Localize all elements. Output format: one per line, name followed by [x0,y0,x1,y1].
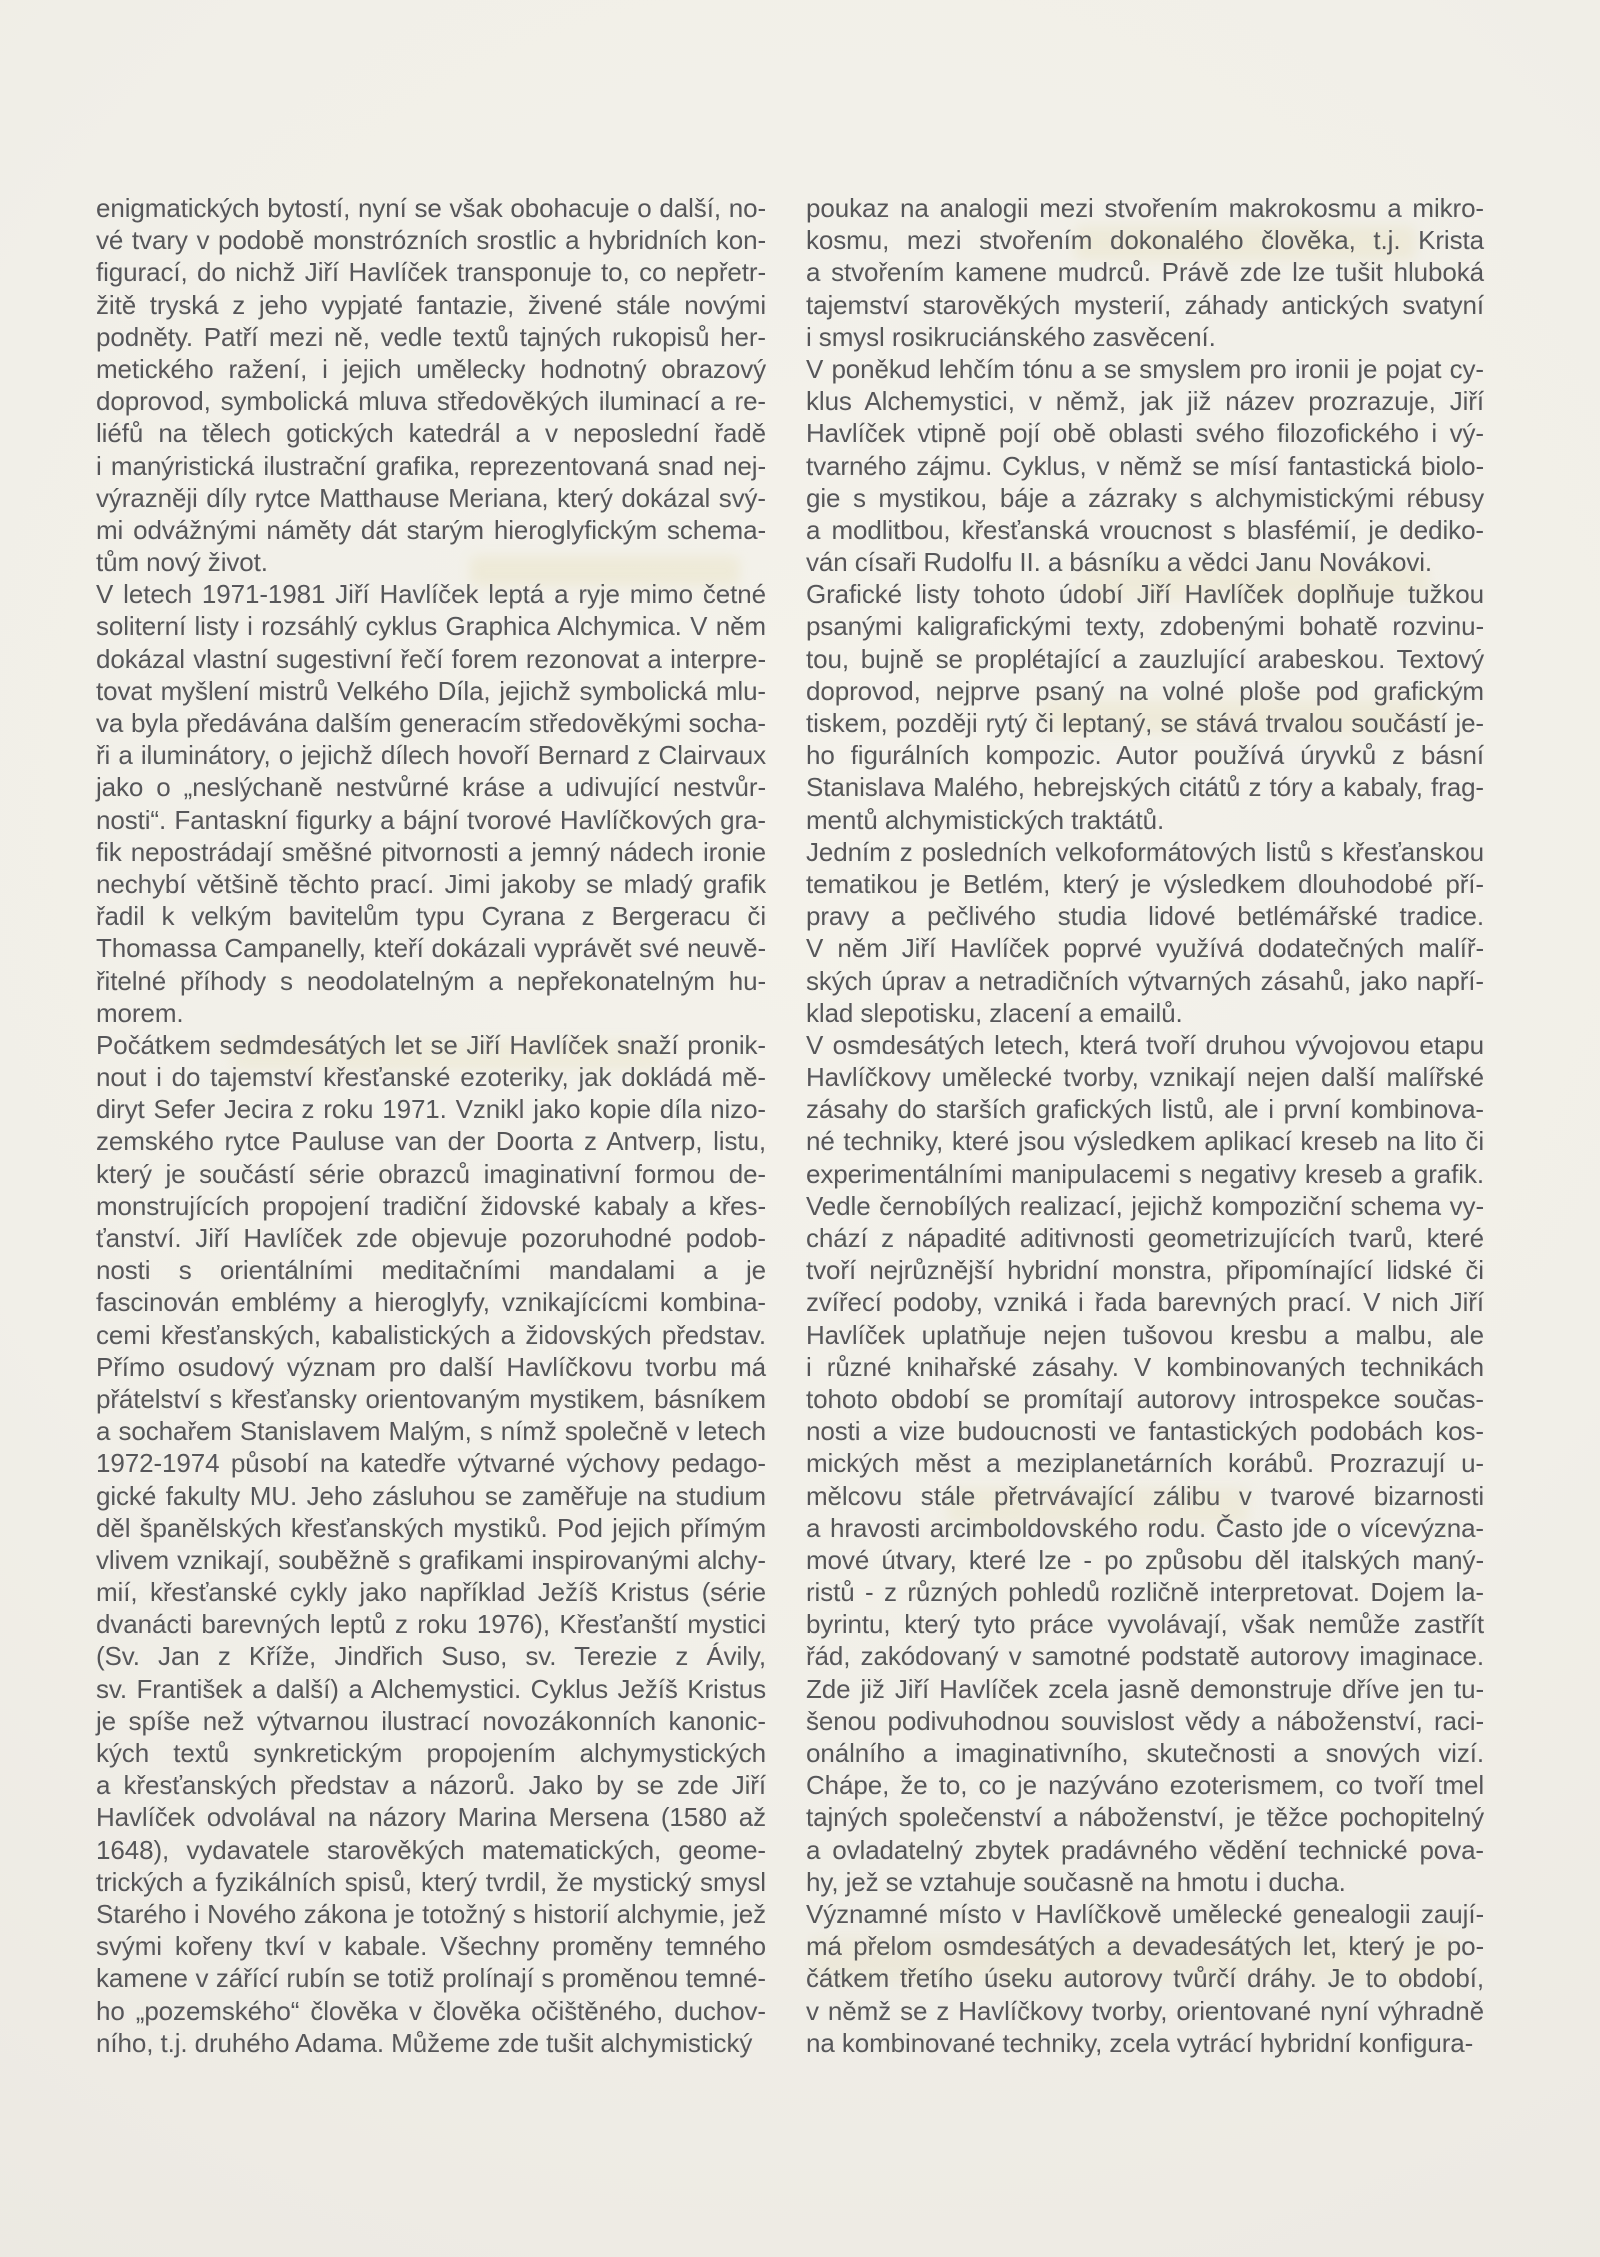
text-line: mělcovu stále přetrvávající zálibu v tvarové bizarnosti [806,1480,1484,1511]
text-line: V poněkud lehčím tónu a se smyslem pro ironii je pojat cy- [806,353,1484,384]
text-line: tematikou je Betlém, který je výsledkem dlouhodobé pří- [806,868,1484,899]
text-line: morem. [96,997,184,1028]
text-line: Jedním z posledních velkoformátových listů s křesťanskou [806,836,1484,867]
text-line: jako o „neslýchaně nestvůrné kráse a udivující nestvůr- [96,772,766,803]
text-line: tajných společenství a náboženství, je těžce pochopitelný [806,1802,1484,1833]
text-line: gie s mystikou, báje a zázraky s alchymistickými rébusy [806,482,1484,513]
text-line: V osmdesátých letech, která tvoří druhou vývojovou etapu [806,1029,1484,1060]
text-line: Starého i Nového zákona je totožný s historií alchymie, jež [96,1898,766,1929]
text-line: fascinován emblémy a hieroglyfy, vznikajícícmi kombina- [96,1287,766,1318]
text-line: pravy a pečlivého studia lidové betlémářské tradice. [806,901,1484,932]
text-line: Havlíčkovy umělecké tvorby, vznikají nejen další malířské [806,1062,1484,1093]
text-line: Významné místo v Havlíčkově umělecké genealogii zaují- [806,1898,1484,1929]
text-line: zemského rytce Pauluse van der Doorta z Antverp, listu, [96,1126,766,1157]
text-line: nosti s orientálními meditačními mandalami a je [96,1255,766,1286]
text-line: nosti“. Fantaskní figurky a bájní tvorové Havlíčkových gra- [96,804,766,835]
text-line: psanými kaligrafickými texty, zdobenými bohatě rozvinu- [806,611,1484,642]
text-line: vé tvary v podobě monstrózních srostlic a hybridních kon- [96,225,766,256]
text-line: Grafické listy tohoto údobí Jiří Havlíček doplňuje tužkou [806,579,1484,610]
text-line: ři a iluminátory, o jejichž dílech hovoří Bernard z Clairvaux [96,740,766,771]
text-line: tovat myšlení mistrů Velkého Díla, jejichž symbolická mlu- [96,675,766,706]
text-line: Thomassa Campanelly, kteří dokázali vyprávět své neuvě- [96,933,766,964]
text-line: zásahy do starších grafických listů, ale i první kombinova- [806,1094,1484,1125]
text-line: Havlíček uplatňuje nejen tušovou kresbu a malbu, ale [806,1319,1484,1350]
text-line: ských úprav a netradičních výtvarných zásahů, jako napří- [806,965,1484,996]
text-line: i různé knihařské zásahy. V kombinovaných technikách [806,1351,1484,1382]
text-line: chází z nápadité aditivnosti geometrizujících tvarů, které [806,1223,1484,1253]
text-line: ho „pozemského“ člověka v člověka očištěného, duchov- [96,1995,766,2026]
text-line: mentů alchymistických traktátů. [806,804,1165,835]
text-line: figurací, do nichž Jiří Havlíček transponuje to, co nepřetr- [96,257,766,288]
text-line: podněty. Patří mezi ně, vedle textů tajných rukopisů her- [96,321,766,352]
text-line: diryt Sefer Jecira z roku 1971. Vznikl jako kopie díla nizo- [96,1094,766,1125]
text-line: a hravosti arcimboldovského rodu. Často jde o vícevýzna- [806,1512,1484,1543]
text-line: ního, t.j. druhého Adama. Můžeme zde tušit alchymistický [96,2027,753,2058]
text-column-left [96,192,766,2059]
text-line: monstrujících propojení tradiční židovské kabaly a křes- [96,1190,766,1221]
text-line: dokázal vlastní sugestivní řečí forem rezonovat a interpre- [96,643,766,674]
text-line: svými kořeny tkví v kabale. Všechny proměny temného [96,1931,766,1962]
text-line: řitelné příhody s neodolatelným a nepřekonatelným hu- [96,965,766,996]
text-line: a modlitbou, křesťanská vroucnost s blasfémií, je dediko- [806,514,1484,545]
text-line: kosmu, mezi stvořením dokonalého člověka, t.j. Krista [806,225,1484,256]
text-line: Chápe, že to, co je nazýváno ezoterismem, co tvoří tmel [806,1770,1484,1801]
text-line: je spíše než výtvarnou ilustrací novozákonních kanonic- [96,1705,766,1736]
text-line: doprovod, symbolická mluva středověkých iluminací a re- [96,386,766,417]
text-line: tou, bujně se proplétající a zauzlující arabeskou. Textový [806,643,1484,674]
text-line: experimentálními manipulacemi s negativy kreseb a grafik. [806,1158,1484,1189]
text-line: i manýristická ilustrační grafika, reprezentovaná snad nej- [96,450,766,481]
text-line: ho figurálních kompozic. Autor používá úryvků z básní [806,740,1484,771]
text-line: byrintu, který tyto práce vyvolávají, však nemůže zastřít [806,1609,1484,1640]
text-line: 1648), vydavatele starověkých matematických, geome- [96,1834,766,1865]
text-line: klus Alchemystici, v němž, jak již název prozrazuje, Jiří [806,386,1484,417]
text-line: Stanislava Malého, hebrejských citátů z tóry a kabaly, frag- [806,772,1484,803]
text-line: liéfů na tělech gotických katedrál a v neposlední řadě [96,418,766,449]
text-line: gické fakulty MU. Jeho zásluhou se zaměřuje na studium [96,1480,766,1511]
text-line: i smysl rosikruciánského zasvěcení. [806,321,1216,352]
text-line: 1972-1974 působí na katedře výtvarné výchovy pedago- [96,1448,766,1479]
text-line: trických a fyzikálních spisů, který tvrdil, že mystický smysl [96,1866,766,1897]
text-column-right [806,192,1484,2059]
text-line: V něm Jiří Havlíček poprvé využívá dodatečných malíř- [806,933,1484,964]
text-line: mií, křesťanské cykly jako například Ježíš Kristus (série [96,1577,766,1608]
text-line: Přímo osudový význam pro další Havlíčkovu tvorbu má [96,1351,766,1382]
text-line: mové útvary, které lze - po způsobu děl italských maný- [806,1544,1484,1575]
text-line: dvanácti barevných leptů z roku 1976), Křesťanští mystici [96,1609,766,1640]
text-line: Vedle černobílých realizací, jejichž kompoziční schema vy- [806,1190,1484,1221]
text-line: kamene v zářící rubín se totiž prolínají s proměnou temné- [96,1963,766,1994]
text-line: vlivem vznikají, souběžně s grafikami inspirovanými alchy- [96,1544,766,1575]
text-line: Havlíček vtipně pojí obě oblasti svého filozofického i vý- [806,418,1484,449]
text-line: čátkem třetího úseku autorovy tvůrčí dráhy. Je to období, [806,1963,1484,1994]
text-line: va byla předávána dalším generacím středověkými socha- [96,708,766,738]
text-line: (Sv. Jan z Kříže, Jindřich Suso, sv. Terezie z Ávily, [96,1641,766,1672]
text-line: výrazněji díly rytce Matthause Meriana, který dokázal svý- [96,482,766,513]
text-line: sv. František a další) a Alchemystici. Cyklus Ježíš Kristus [96,1673,766,1704]
text-line: tajemství starověkých mysterií, záhady antických svatyní [806,289,1484,320]
text-line: ván císaři Rudolfu II. a básníku a vědci Janu Novákovi. [806,547,1433,578]
text-line: V letech 1971-1981 Jiří Havlíček leptá a ryje mimo četné [96,579,766,610]
text-line: ristů - z různých pohledů rozličně interpretovat. Dojem la- [806,1577,1484,1608]
text-line: tům nový život. [96,547,268,578]
text-line: cemi křesťanských, kabalistických a židovských představ. [96,1319,766,1350]
text-line: tohoto období se promítají autorovy introspekce součas- [806,1383,1484,1414]
text-line: žitě tryská z jeho vypjaté fantazie, živené stále novými [96,289,766,320]
text-line: onálního a imaginativního, skutečnosti a snových vizí. [806,1738,1484,1768]
text-line: mických měst a meziplanetárních korábů. Prozrazují u- [806,1448,1484,1479]
text-line: nechybí většině těchto prací. Jimi jakoby se mladý grafik [96,868,766,899]
text-line: né techniky, které jsou výsledkem aplikací kreseb na lito či [806,1126,1484,1157]
text-line: a sochařem Stanislavem Malým, s nímž společně v letech [96,1416,766,1447]
text-line: děl španělských křesťanských mystiků. Pod jejich přímým [96,1512,766,1543]
text-line: soliterní listy i rozsáhlý cyklus Graphica Alchymica. V něm [96,611,766,642]
text-line: má přelom osmdesátých a devadesátých let, který je po- [806,1931,1484,1962]
text-line: mi odvážnými náměty dát starým hieroglyfickým schema- [96,514,766,545]
text-line: metického ražení, i jejich umělecky hodnotný obrazový [96,353,766,384]
text-line: v němž se z Havlíčkovy tvorby, orientované nyní výhradně [806,1995,1484,2026]
text-line: řád, zakódovaný v samotné podstatě autorovy imaginace. [806,1641,1484,1672]
text-line: kých textů synkretickým propojením alchymystických [96,1738,766,1768]
text-line: na kombinované techniky, zcela vytrácí hybridní konfigura- [806,2027,1474,2058]
text-line: šenou podivuhodnou souvislost vědy a náboženství, raci- [806,1705,1484,1736]
text-line: tiskem, později rytý či leptaný, se stává trvalou součástí je- [806,708,1484,738]
text-line: nosti a vize budoucnosti ve fantastických podobách kos- [806,1416,1484,1447]
text-line: který je součástí série obrazců imaginativní formou de- [96,1158,766,1189]
text-line: tvarného zájmu. Cyklus, v němž se mísí fantastická biolo- [806,450,1484,481]
text-line: přátelství s křesťansky orientovaným mystikem, básníkem [96,1383,766,1414]
text-line: ťanství. Jiří Havlíček zde objevuje pozoruhodné podob- [96,1223,766,1253]
text-line: Počátkem sedmdesátých let se Jiří Havlíček snaží pronik- [96,1029,766,1060]
text-line: doprovod, nejprve psaný na volné ploše pod grafickým [806,675,1484,706]
text-line: klad slepotisku, zlacení a emailů. [806,997,1183,1028]
text-line: fik nepostrádají směšné pitvornosti a jemný nádech ironie [96,836,766,867]
text-line: řadil k velkým bavitelům typu Cyrana z Bergeracu či [96,901,766,932]
text-line: hy, jež se vztahuje současně na hmotu i ducha. [806,1866,1346,1897]
text-line: tvoří nejrůznější hybridní monstra, připomínající lidské či [806,1255,1484,1286]
text-line: Havlíček odvolával na názory Marina Mersena (1580 až [96,1802,766,1833]
text-line: Zde již Jiří Havlíček zcela jasně demonstruje dříve jen tu- [806,1673,1484,1704]
text-line: nout i do tajemství křesťanské ezoteriky, jak dokládá mě- [96,1062,766,1093]
text-line: a stvořením kamene mudrců. Právě zde lze tušit hluboká [806,257,1484,288]
text-line: enigmatických bytostí, nyní se však obohacuje o další, no- [96,193,766,223]
text-line: zvířecí podoby, vzniká i řada barevných prací. V nich Jiří [806,1287,1484,1318]
text-line: poukaz na analogii mezi stvořením makrokosmu a mikro- [806,193,1484,223]
text-line: a křesťanských představ a názorů. Jako by se zde Jiří [96,1770,766,1801]
text-line: a ovladatelný zbytek pradávného vědění technické pova- [806,1834,1484,1865]
